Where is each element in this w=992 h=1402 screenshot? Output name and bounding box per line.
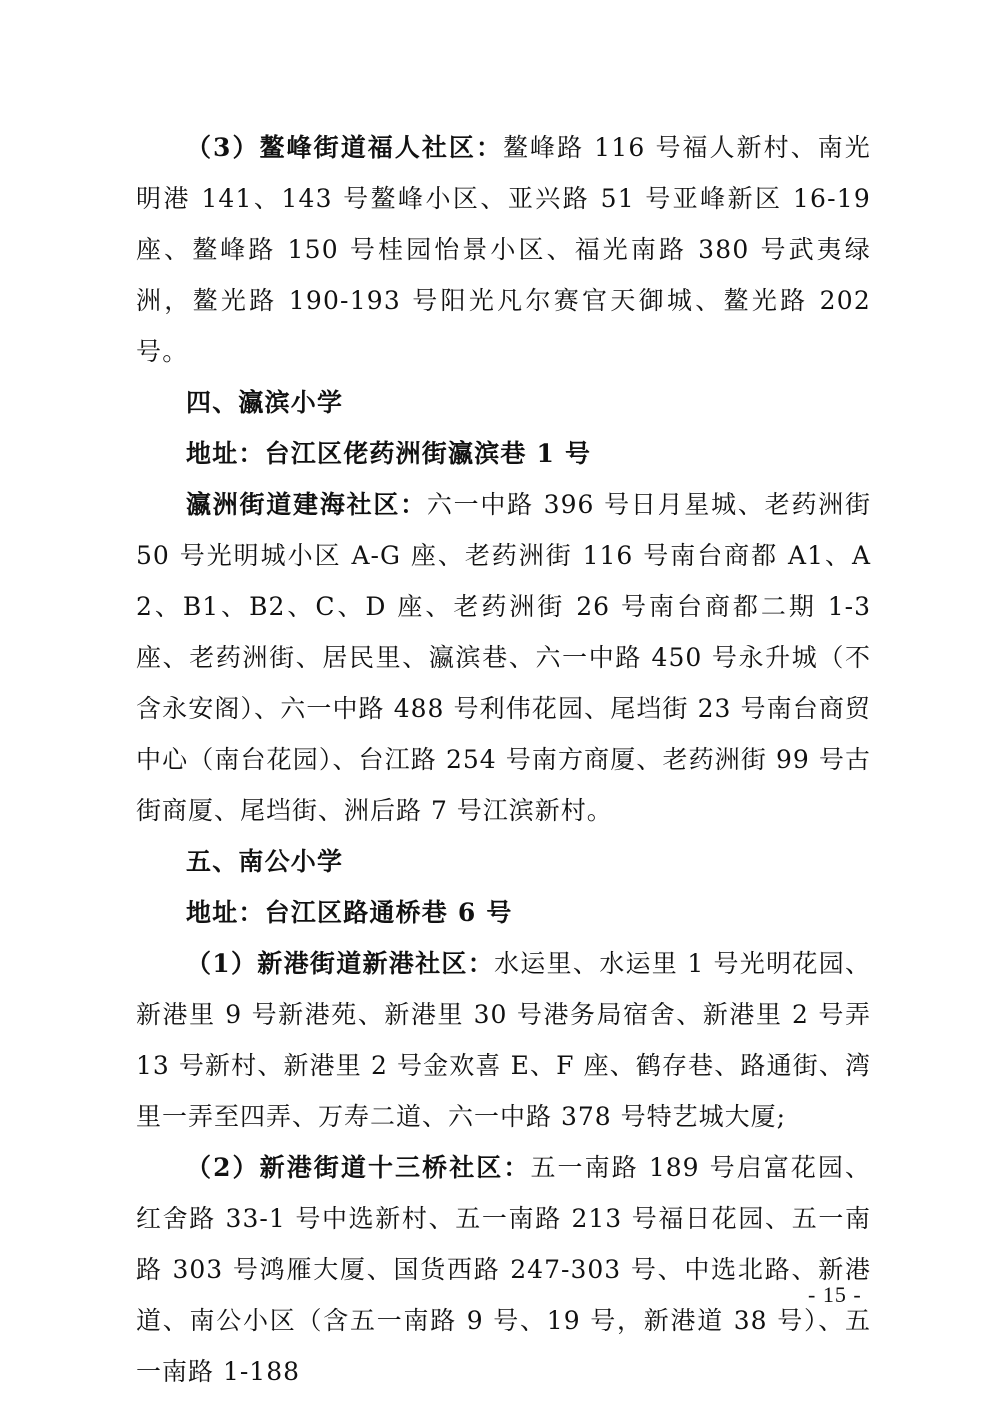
address-nangong-school: 地址：台江区路通桥巷 6 号 (186, 898, 513, 927)
paragraph-body: 鳌峰路 116 号福人新村、南光明港 141、143 号鳌峰小区、亚兴路 51 号亚峰新区 16-19 座、鳌峰路 150 号桂园怡景小区、福光南路 380 号武夷绿洲，鳌光路 190-193 号阳光凡尔赛官天御城、鳌光路 202 号。 (136, 133, 872, 366)
paragraph-lead: 瀛洲街道建海社区： (186, 490, 427, 519)
section-heading-yingbin-school: 四、瀛滨小学 (186, 388, 344, 417)
section-heading-nangong-school: 五、南公小学 (186, 847, 344, 876)
page-number: - 15 - (808, 1282, 862, 1307)
paragraph-body: 五一南路 189 号启富花园、红舍路 33-1 号中选新村、五一南路 213 号福日花园、五一南路 303 号鸿雁大厦、国货西路 247-303 号、中选北路、新港道、南公小区（含五一南路 9 号、19 号，新港道 38 号）、五一南路 1-188 (136, 1153, 871, 1386)
paragraph-lead: （3）鳌峰街道福人社区： (186, 133, 503, 162)
paragraph-body: 水运里、水运里 1 号光明花园、新港里 9 号新港苑、新港里 30 号港务局宿舍、新港里 2 号弄 13 号新村、新港里 2 号金欢喜 E、F 座、鹤存巷、路通街、湾里一弄至四弄、万寿二道、六一中路 378 号特艺城大厦; (136, 949, 871, 1131)
paragraph-jianhai-community (136, 479, 871, 836)
paragraph-body: 六一中路 396 号日月星城、老药洲街 50 号光明城小区 A-G 座、老药洲街 116 号南台商都 A1、A2、B1、B2、C、D 座、老药洲街 26 号南台商都二期 1-3 座、老药洲街、居民里、瀛滨巷、六一中路 450 号永升城（不含永安阁）、六一中路 488 号利伟花园、尾垱街 23 号南台商贸中心（南台花园）、台江路 254 号南方商厦、老药洲街 99 号古街商厦、尾垱街、洲后路 7 号江滨新村。 (136, 490, 871, 825)
paragraph-lead: （1）新港街道新港社区： (186, 949, 494, 978)
paragraph-shisanqiao-community (136, 1142, 871, 1397)
document-body (136, 122, 871, 1397)
paragraph-lead: （2）新港街道十三桥社区： (186, 1153, 531, 1182)
paragraph-xingang-community (136, 938, 871, 1142)
address-yingbin-school: 地址：台江区佬药洲街瀛滨巷 1 号 (186, 439, 592, 468)
paragraph-furen-community (136, 122, 871, 377)
